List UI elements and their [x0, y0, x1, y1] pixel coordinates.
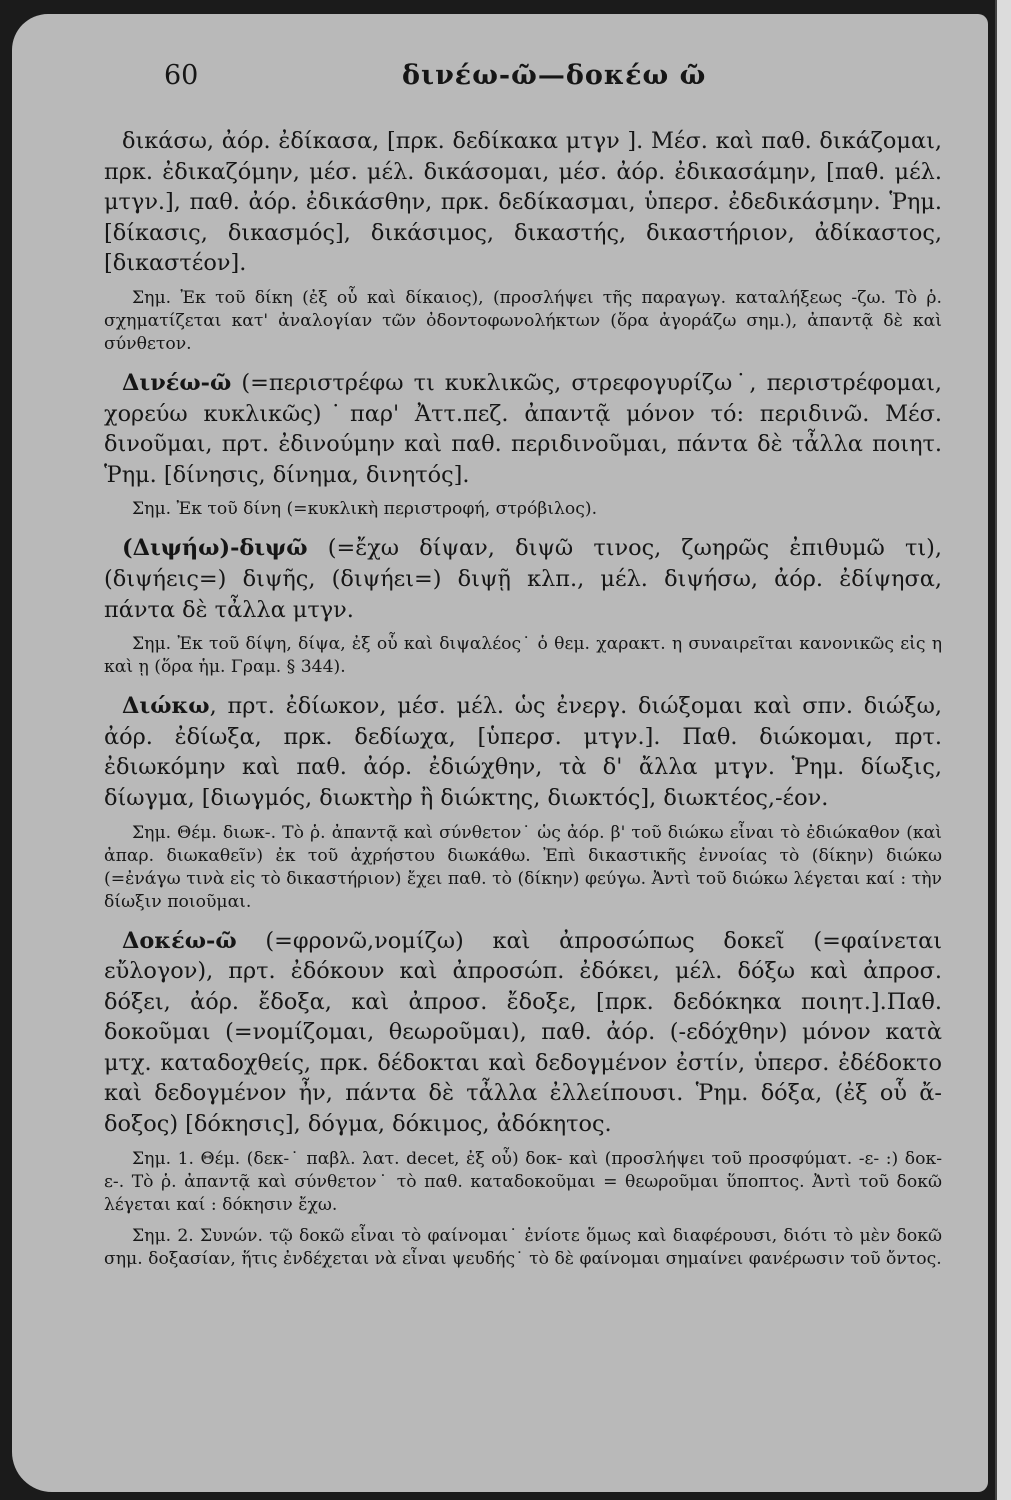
entry-dioko: Διώκω, πρτ. ἐδίωκον, μέσ. μέλ. ὡς ἐνεργ. διώξομαι καὶ σπν. διώξω, ἀόρ. ἐδίωξα, πρκ. δεδίωχα, [ὑπερσ. μτγν.]. Παθ. διώκομαι, πρτ. ἐδιωκόμην καὶ παθ. ἀόρ. ἐδιώχθην, τὰ δ' ἄλλα μτγν. Ῥημ. δίωξις, δίωγμα, [διωγμός, διωκτὴρ ἢ διώκτης, διωκτός], διωκτέος,-έον.: [104, 693, 942, 811]
page-number: 60: [164, 60, 199, 91]
headword: Δινέω-ῶ: [122, 369, 232, 396]
note-dioko: Σημ. Θέμ. διωκ-. Τὸ ῥ. ἀπαντᾷ καὶ σύνθετον˙ ὡς ἀόρ. β' τοῦ διώκω εἶναι τὸ ἐδιώκαθον (καὶ ἀπαρ. διωκαθεῖν) ἐκ τοῦ ἀχρήστου διωκάθω. Ἐπὶ δικαστικῆς ἐννοίας τὸ (δίκην) διώκω (=ἐνάγω τινὰ εἰς τὸ δικαστήριον) ἔχει παθ. τὸ (δίκην) φεύγω. Ἀντὶ τοῦ διώκω λέγεται καί : τὴν δίωξιν ποιοῦμαι.: [104, 822, 942, 912]
note-dikazo: Σημ. Ἐκ τοῦ δίκη (ἐξ οὗ καὶ δίκαιος), (προσλήψει τῆς παραγωγ. καταλήξεως -ζω. Τὸ ῥ. σχηματίζεται κατ' ἀναλογίαν τῶν ὀδοντοφωνολήκτων (ὅρα ἀγοράζω σημ.), ἀπαντᾷ δὲ καὶ σύνθετον.: [104, 287, 942, 354]
headword: Δοκέω-ῶ: [122, 927, 237, 954]
page-header: [12, 58, 988, 98]
note-dipsao: Σημ. Ἐκ τοῦ δίψη, δίψα, ἐξ οὗ καὶ διψαλέος˙ ὁ θεμ. χαρακτ. η συναιρεῖται κανονικῶς εἰς η καὶ ῃ (ὅρα ἡμ. Γραμ. § 344).: [104, 634, 942, 678]
note-dokeo-1: Σημ. 1. Θέμ. (δεκ-˙ παβλ. λατ. decet, ἐξ οὗ) δοκ- καὶ (προσλήψει τοῦ προσφύματ. -ε- :) δοκ-ε-. Τὸ ῥ. ἀπαντᾷ καὶ σύνθετον˙ τὸ παθ. καταδοκοῦμαι = θεωροῦμαι ὕποπτος. Ἀντὶ τοῦ δοκῶ λέγεται καί : δόκησιν ἔχω.: [104, 1148, 942, 1215]
page-body: [104, 126, 942, 1271]
entry-dikazo-continuation: δικάσω, ἀόρ. ἐδίκασα, [πρκ. δεδίκακα μτγν ]. Μέσ. καὶ παθ. δικάζομαι, πρκ. ἐδικαζόμην, μέσ. μέλ. δικάσομαι, μέσ. ἀόρ. ἐδικασάμην, [παθ. μέλ. μτγν.], παθ. ἀόρ. ἐδικάσθην, πρκ. δεδίκασμαι, ὑπερσ. ἐδεδικάσμην. Ῥημ. [δίκασις, δικασμός], δικάσιμος, δικαστής, δικαστήριον, ἀδίκαστος, [δικαστέον].: [104, 128, 942, 277]
entry-dineo: Δινέω-ῶ (=περιστρέφω τι κυκλικῶς, στρεφογυρίζω˙, περιστρέφομαι, χορεύω κυκλικῶς)˙παρ' Ἀττ.πεζ. ἀπαντᾷ μόνον τό: περιδινῶ. Μέσ. δινοῦμαι, πρτ. ἐδινούμην καὶ παθ. περιδινοῦμαι, πάντα δὲ τἆλλα ποιητ. Ῥημ. [δίνησις, δίνημα, δινητός].: [104, 369, 942, 488]
note-dokeo-2: Σημ. 2. Συνών. τῷ δοκῶ εἶναι τὸ φαίνομαι˙ ἐνίοτε ὅμως καὶ διαφέρουσι, διότι τὸ μὲν δοκῶ σημ. δοξασίαν, ἥτις ἐνδέχεται νὰ εἶναι ψευδής˙ τὸ δὲ φαίνομαι σημαίνει φανέρωσιν τοῦ ὄντος.: [104, 1225, 942, 1269]
running-head: δινέω-ῶ—δοκέω ῶ: [402, 60, 707, 91]
binder-edge: [995, 0, 1011, 1500]
book-page: [12, 14, 988, 1492]
headword: (Διψήω)-διψῶ: [122, 535, 308, 562]
note-dineo: Σημ. Ἐκ τοῦ δίνη (=κυκλικὴ περιστροφή, στρόβιλος).: [132, 499, 598, 520]
entry-dipsao: (Διψήω)-διψῶ (=ἔχω δίψαν, διψῶ τινος, ζωηρῶς ἐπιθυμῶ τι), (διψήεις=) διψῆς, (διψήει=) διψῇ κλπ., μέλ. διψήσω, ἀόρ. ἐδίψησα, πάντα δὲ τἆλλα μτγν.: [104, 535, 942, 623]
entry-dokeo: Δοκέω-ῶ (=φρονῶ,νομίζω) καὶ ἀπροσώπως δοκεῖ (=φαίνεται εὔλογον), πρτ. ἐδόκουν καὶ ἀπροσώπ. ἐδόκει, μέλ. δόξω καὶ ἀπροσ. δόξει, ἀόρ. ἔδοξα, καὶ ἀπροσ. ἔδοξε, [πρκ. δεδόκηκα ποιητ.].Παθ. δοκοῦμαι (=νομίζομαι, θεωροῦμαι), παθ. ἀόρ. (-εδόχθην) μόνον κατὰ μτχ. καταδοχθείς, πρκ. δέδοκται καὶ δεδογμένον ἐστίν, ὑπερσ. ἐδέδοκτο καὶ δεδογμένον ἦν, πάντα δὲ τἆλλα ἐλλείπουσι. Ῥημ. δόξα, (ἐξ οὗ ἄ-δοξος) [δόκησις], δόγμα, δόκιμος, ἀδόκητος.: [104, 927, 942, 1138]
headword: Διώκω: [122, 693, 210, 720]
